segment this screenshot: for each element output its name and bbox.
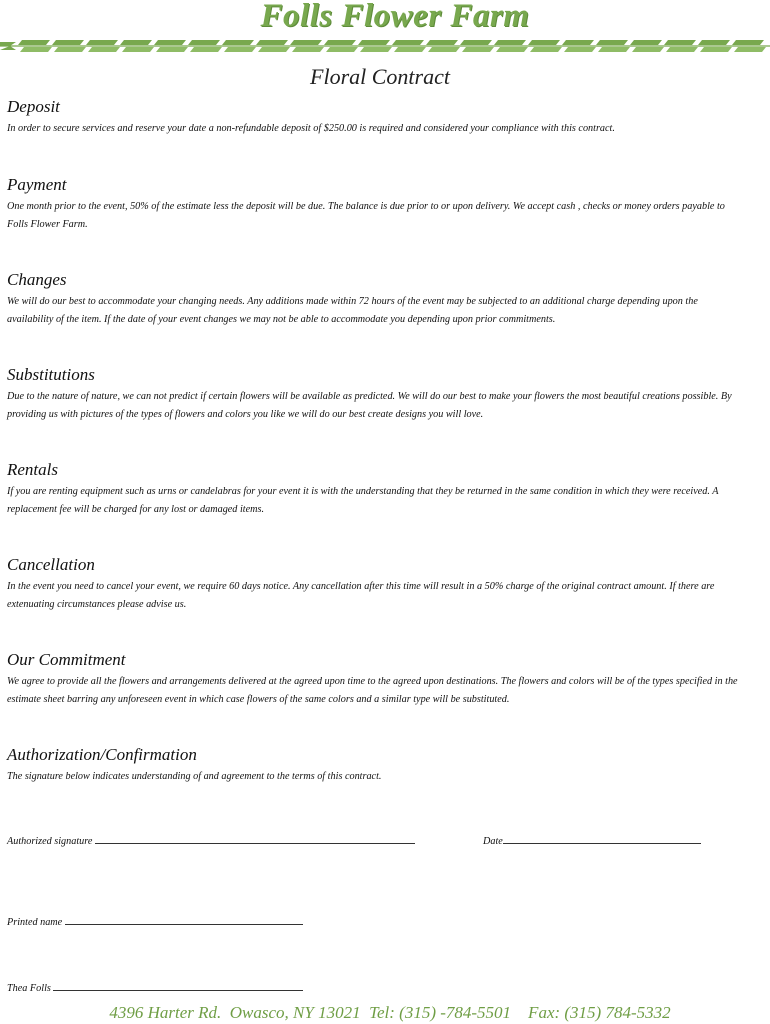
section-cancellation (7, 554, 742, 613)
section-body: In the event you need to cancel your event, we require 60 days notice. Any cancellation after this time will result in a 50% charge of the original contract amount. If there are extenuating circumstances please advise us. (7, 581, 715, 610)
section-heading: Authorization/Confirmation (7, 745, 197, 764)
section-heading: Cancellation (7, 555, 95, 574)
section-body: In order to secure services and reserve your date a non-refundable deposit of $250.00 is required and considered your compliance with this contract. (7, 123, 615, 134)
printed-name-label: Printed name (7, 917, 63, 928)
thea-folls-line[interactable] (53, 980, 303, 991)
authorized-signature-line[interactable] (95, 833, 415, 844)
authorized-signature-label: Authorized signature (7, 836, 93, 847)
section-body: We will do our best to accommodate your changing needs. Any additions made within 72 hours of the event may be subjected to an additional charge depending upon the availability of the item. If the date of your event changes we may not be able to accommodate you depending upon prior commitments. (7, 296, 698, 325)
date-line[interactable] (503, 833, 701, 844)
section-heading: Deposit (7, 97, 60, 116)
section-heading: Changes (7, 270, 67, 289)
section-authorization (7, 744, 742, 786)
date-field[interactable] (483, 833, 701, 847)
section-our-commitment (7, 649, 742, 708)
page-title: Floral Contract (310, 64, 450, 89)
section-heading: Payment (7, 175, 67, 194)
section-body: The signature below indicates understanding of and agreement to the terms of this contract. (7, 771, 382, 782)
section-heading: Our Commitment (7, 650, 126, 669)
section-changes (7, 269, 742, 328)
section-rentals (7, 459, 742, 518)
authorized-signature-field[interactable] (7, 833, 415, 847)
section-payment (7, 174, 742, 233)
section-body: We agree to provide all the flowers and arrangements delivered at the agreed upon time to the agreed upon destinations. The flowers and colors will be of the types specified in the estimate sheet barring any unforeseen event in which case flowers of the same colors and a similar type will be substituted. (7, 676, 738, 705)
thea-folls-label: Thea Folls (7, 983, 51, 994)
printed-name-line[interactable] (65, 914, 303, 925)
printed-name-field[interactable] (7, 914, 303, 928)
date-label: Date (483, 836, 503, 847)
section-body: If you are renting equipment such as urns or candelabras for your event it is with the understanding that they be returned in the same condition in which they were received. A replacement fee will be charged for any lost or damaged items. (7, 486, 719, 515)
section-body: Due to the nature of nature, we can not predict if certain flowers will be available as predicted. We will do our best to make your flowers the most beautiful creations possible. By providing us with pictures of the types of flowers and colors you like we will do our best create designs you will love. (7, 391, 732, 420)
brand-logo-text: Folls Flower Farm (260, 0, 530, 34)
section-deposit (7, 96, 742, 138)
section-substitutions (7, 364, 742, 423)
section-body: One month prior to the event, 50% of the estimate less the deposit will be due. The balance is due prior to or upon delivery. We accept cash , checks or money orders payable to Folls Flower Farm. (7, 201, 725, 230)
decorative-border (0, 36, 770, 56)
footer-address: 4396 Harter Rd. Owasco, NY 13021 Tel: (315) -784-5501 Fax: (315) 784-5332 (109, 1003, 671, 1022)
section-heading: Substitutions (7, 365, 95, 384)
thea-folls-signature-field[interactable] (7, 980, 303, 994)
section-heading: Rentals (7, 460, 58, 479)
